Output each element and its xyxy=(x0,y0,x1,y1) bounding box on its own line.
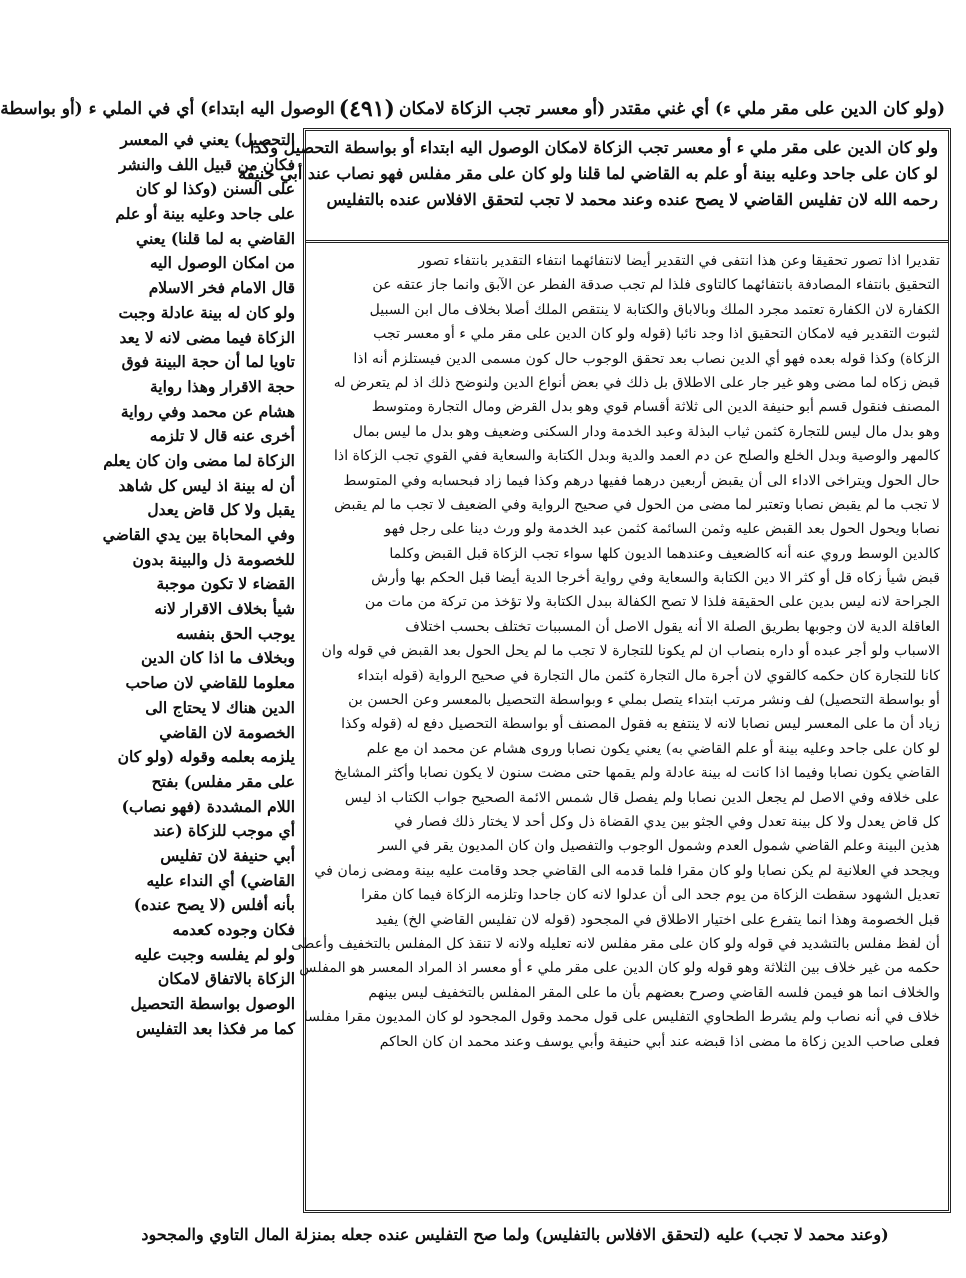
commentary-line: الجراحة لانه ليس بدين على الحقيقة فلذا لا تصح الكفالة ببدل الكتابة ولا تؤخذ من تركة من مات من xyxy=(364,594,940,611)
margin-line: على جاحد وعليه بينة أو علم xyxy=(115,204,295,224)
margin-line: الزكاة بالاتفاق لامكان xyxy=(157,969,295,989)
margin-line: ولو كان له بينة عادلة وجبت xyxy=(118,302,295,322)
commentary-line: على خلافه وفي الاصل لم يجعل الدين نصابا ولم يفصل قال شمس الائمة الصحيح جواب الكتاب اذ ليس xyxy=(344,789,940,806)
footer-line: (وعند محمد لا تجب) عليه (لتحقق الافلاس بالتفليس) ولما صح التفليس عنده جعله بمنزلة المال التاوي والمجحود xyxy=(141,1225,889,1244)
commentary-line: زياد أن ما على المعسر ليس نصابا لانه لا ينتفع به فقول المصنف أو بواسطة التحصيل دفع له (قوله وكذا xyxy=(341,716,940,733)
margin-commentary-column xyxy=(59,128,295,1213)
margin-line: كما مر فكذا بعد التفليس xyxy=(136,1018,295,1038)
commentary-line: لثبوت التقدير فيه لامكان التحقيق اذا وجد نائبا (قوله ولو كان الدين على مقر ملي ء أو معسر تجب xyxy=(373,326,940,343)
margin-line: أبي حنيفة لان تفليس xyxy=(160,845,295,865)
margin-line: يلزمه بعلمه وقوله (ولو كان xyxy=(117,747,295,767)
margin-line: على السنن (وكذا لو كان xyxy=(135,179,295,199)
matn-line: ولو كان الدين على مقر ملي ء أو معسر تجب الزكاة لامكان الوصول اليه ابتداء أو بواسطة التحصيل وكذا xyxy=(249,138,938,157)
header-right-text: (ولو كان الدين على مقر ملي ء) أي غني مقتدر (أو معسر تجب الزكاة لامكان xyxy=(398,99,945,119)
margin-line: الخصومة لان القاضي xyxy=(159,722,295,742)
matn-text-block xyxy=(238,131,948,243)
commentary-line: وهو بدل مال ليس للتجارة كثمن ثياب البذلة وعبد الخدمة ودار السكنى وضعيف وهو بدل ما ليس بمال xyxy=(352,423,940,440)
margin-line: القضاء لا تكون موجبة xyxy=(156,574,295,594)
margin-line: التحصيل) يعني في المعسر xyxy=(120,130,295,149)
matn-line: رحمه الله لان تفليس القاضي لا يصح عنده وعند محمد لا تجب لتحقق الافلاس عنده بالتفليس xyxy=(326,190,938,209)
commentary-line: الزكاة) وكذا قوله بعده فهو أي الدين نصاب بعد تحقق الوجوب حال كون مسمى الدين فيستلزم أنه اذا xyxy=(353,350,940,367)
margin-line: أن له بينة اذ ليس كل شاهد xyxy=(118,475,295,495)
commentary-line: كالمهر والوصية وبدل الخلع والصلح عن دم العمد والدية وبدل الكتابة والسعاية ففي القوي تجب الزكاة اذا xyxy=(333,448,940,465)
margin-line: تاويا لما أن حجة البينة فوق xyxy=(121,352,295,372)
commentary-line xyxy=(314,1127,940,1151)
margin-line: شيأ بخلاف الاقرار لانه xyxy=(154,599,295,619)
margin-line: وفي المحاباة بين يدي القاضي xyxy=(102,525,295,544)
margin-line: الزكاة فيما مضى لانه لا يعد xyxy=(119,327,295,347)
page-number: (٤٩١) xyxy=(338,96,395,122)
commentary-line: قبض شيأ زكاه قل أو كثر الا دين الكتابة والسعاية وفي رواية أخرجا الدية أيضا قبل الحكم بها وأرش xyxy=(371,570,940,587)
commentary-line: لو كان على جاحد وعليه بينة أو علم القاضي به) يعني يكون نصابا وروى هشام عن محمد ان مع علم xyxy=(366,740,940,757)
running-header xyxy=(0,92,945,126)
margin-line: ولو لم يفلسه وجبت عليه xyxy=(134,944,295,964)
commentary-line: نصابا ويحول الحول بعد القبض عليه وثمن السائمة كثمن عبد الخدمة ولو ورث دينا على رجل فهو xyxy=(384,521,940,538)
commentary-line: التحقيق بانتفاء المصادفة بانتفائهما كالتاوى فلذا لم تجب صدقة الفطر عن الآبق وانما جاز عتقه عن xyxy=(372,277,940,294)
commentary-line: الاسباب ولو أجر عبده أو داره بنصاب ان لم يكونا للتجارة لا تجب ما لم يحل الحول بعد القبض في قوله وان xyxy=(321,643,940,660)
commentary-line: فعلى صاحب الدين زكاة ما مضى اذا قبضه عند أبي حنيفة وأبي يوسف وعند محمد ان كان الحاكم xyxy=(379,1033,940,1050)
margin-line: القاضي به لما قلنا) يعني xyxy=(136,228,295,248)
header-left-text: الوصول اليه ابتداء) أي في الملي ء (أو بواسطة xyxy=(0,99,335,119)
margin-line: القاضي) أي النداء عليه xyxy=(146,870,295,890)
commentary-line: قبل الخصومة وهذا انما يتفرع على اختيار الاطلاق في المجحود (قوله لان تفليس القاضي الخ) يفيد xyxy=(375,911,940,928)
margin-line: فكان وجوده كعدمه xyxy=(172,920,295,939)
commentary-line: تقديرا اذا تصور تحقيقا وعن هذا انتفى في التقدير أيضا لانتفائهما انتفاء التقدير بانتفاء تصور xyxy=(418,253,940,269)
margin-line: من امكان الوصول اليه xyxy=(149,253,295,273)
margin-line: فكان من قبيل اللف والنشر xyxy=(118,154,295,174)
margin-line: اللام المشددة (فهو نصاب) xyxy=(121,796,295,816)
commentary-line: القاضي يكون نصابا وفيما اذا كانت له بينة عادلة ولم يقمها حتى مضت سنون لا يكون نصابا وأكثر المشايخ xyxy=(334,765,940,782)
commentary-line: كل قاض يعدل ولا كل بينة تعدل وفي الجثو بين يدي القضاة ذل وكل أحد لا يختار ذلك فصار في xyxy=(394,813,940,830)
commentary-line xyxy=(314,1103,940,1127)
margin-line: يوجب الحق بنفسه xyxy=(176,623,295,643)
commentary-line xyxy=(314,1151,940,1175)
margin-line: وبخلاف ما اذا كان الدين xyxy=(140,648,295,668)
margin-line: هشام عن محمد وفي رواية xyxy=(120,401,295,421)
margin-line: على مقر مفلس) بفتح xyxy=(151,771,295,791)
commentary-line: لا تجب ما لم يقبض نصابا وتعتبر لما مضى من الحول في صحيح الرواية وفي الضعيف لا تجب ما لم يقبض xyxy=(334,496,940,513)
commentary-line: حكمه من غير خلاف بين الثلاثة وهو قوله ولو كان الدين على مقر ملي ء أو معسر اذ المراد المعسر هو المفلس xyxy=(299,960,940,977)
commentary-line: المصنف فنقول قسم أبو حنيفة الدين الى ثلاثة أقسام قوي وهو بدل القرض ومال التجارة ومتوسط xyxy=(371,399,940,416)
margin-line: الدين هناك لا يحتاج الى xyxy=(145,697,295,717)
commentary-line: الكفارة لان الكفارة تعتمد مجرد الملك وبالاباق والكتابة لا ينتقص الملك أصلا بخلاف مال ابن السبيل xyxy=(369,301,940,318)
margin-line: أي موجب للزكاة (عند xyxy=(153,821,295,841)
commentary-text-block xyxy=(291,247,948,1210)
margin-line: يقبل ولا كل قاض يعدل xyxy=(147,500,295,520)
commentary-line xyxy=(314,1054,940,1078)
commentary-line: ويجحد في العلانية لم يكن نصابا ولو كان مقرا فلما قدمه الى القاضي جحد وقامت عليه بينة ومضى زمان في xyxy=(314,862,940,879)
main-text-frame xyxy=(238,128,951,1213)
commentary-line xyxy=(314,1176,940,1200)
commentary-line xyxy=(314,1078,940,1102)
commentary-line: العاقلة الدية لان وجوبها بطريق الصلة الا أنه يقول الاصل أن المسببات تختلف بحسب اختلاف xyxy=(405,618,940,635)
commentary-line: أو بواسطة التحصيل) لف ونشر مرتب ابتداء يتصل بملي ء وبواسطة التحصيل بالمعسر وعن الحسن بن xyxy=(348,692,940,709)
margin-line: أخرى عنه قال لا تلزمه xyxy=(149,426,295,446)
matn-line: لو كان على جاحد وعليه بينة أو علم به القاضي لما قلنا ولو كان على مقر مفلس فهو نصاب عند أبي حنيفة xyxy=(238,164,938,183)
commentary-line: أن لفظ مفلس بالتشديد في قوله ولو كان على مقر مفلس لانه تعليله ولانه لا تنقذ كل المفلس بالتخفيف وأعطى xyxy=(291,935,940,952)
margin-line: للخصومة ذل والبينة بدون xyxy=(132,549,295,569)
commentary-line: هذين البينة وعلم القاضي شمول العدم وشمول الوجوب والتفصيل وان كان المديون يقر في السر xyxy=(378,838,940,855)
commentary-line: والخلاف انما هو فيمن فلسه القاضي وصرح بعضهم بأن ما على المقر المفلس بالتخفيف ليس بينهم xyxy=(368,984,940,1001)
commentary-line: قبض زكاه لما مضى وهو غير جار على الاطلاق بل ذلك في بعض أنواع الدين ولنوضح ذلك اذ لم يتعرض له xyxy=(333,374,940,391)
margin-line: حجة الاقرار وهذا رواية xyxy=(150,376,295,396)
commentary-line: خلاف في أنه نصاب ولم يشرط الطحاوي التفليس على قول محمد وقول المجحود لو كان المديون مقرا مفلسا xyxy=(303,1009,940,1026)
margin-line: قال الامام فخر الاسلام xyxy=(148,278,295,298)
margin-line: الزكاة لما مضى وان كان يعلم xyxy=(103,450,295,470)
margin-line: الوصول بواسطة التحصيل xyxy=(130,994,295,1014)
commentary-line: تعديل الشهود سقطت الزكاة من يوم جحد الى أن عدلوا لانه كان جاحدا وتلزمه الزكاة فيما كان مقرا xyxy=(361,887,940,904)
margin-line: معلوما للقاضي لان صاحب xyxy=(125,673,295,693)
commentary-line: كانا للتجارة كان حكمه كالقوي لان أجرة مال التجارة كثمن مال التجارة في صحيح الرواية (قوله ابتداء xyxy=(357,667,940,684)
commentary-line: كالدين الوسط وروي عنه أنه كالضعيف وعندهما الديون كلها سواء تجب الزكاة قبل القبض وكلما xyxy=(389,545,940,562)
commentary-line: حال الحول ويتراخى الاداء الى أن يقبض أربعين درهما ففيها درهم وكذا فيما زاد فبحسابه وفي المتوسط xyxy=(343,472,940,489)
margin-line: بأنه أفلس (لا يصح عنده) xyxy=(133,895,295,915)
